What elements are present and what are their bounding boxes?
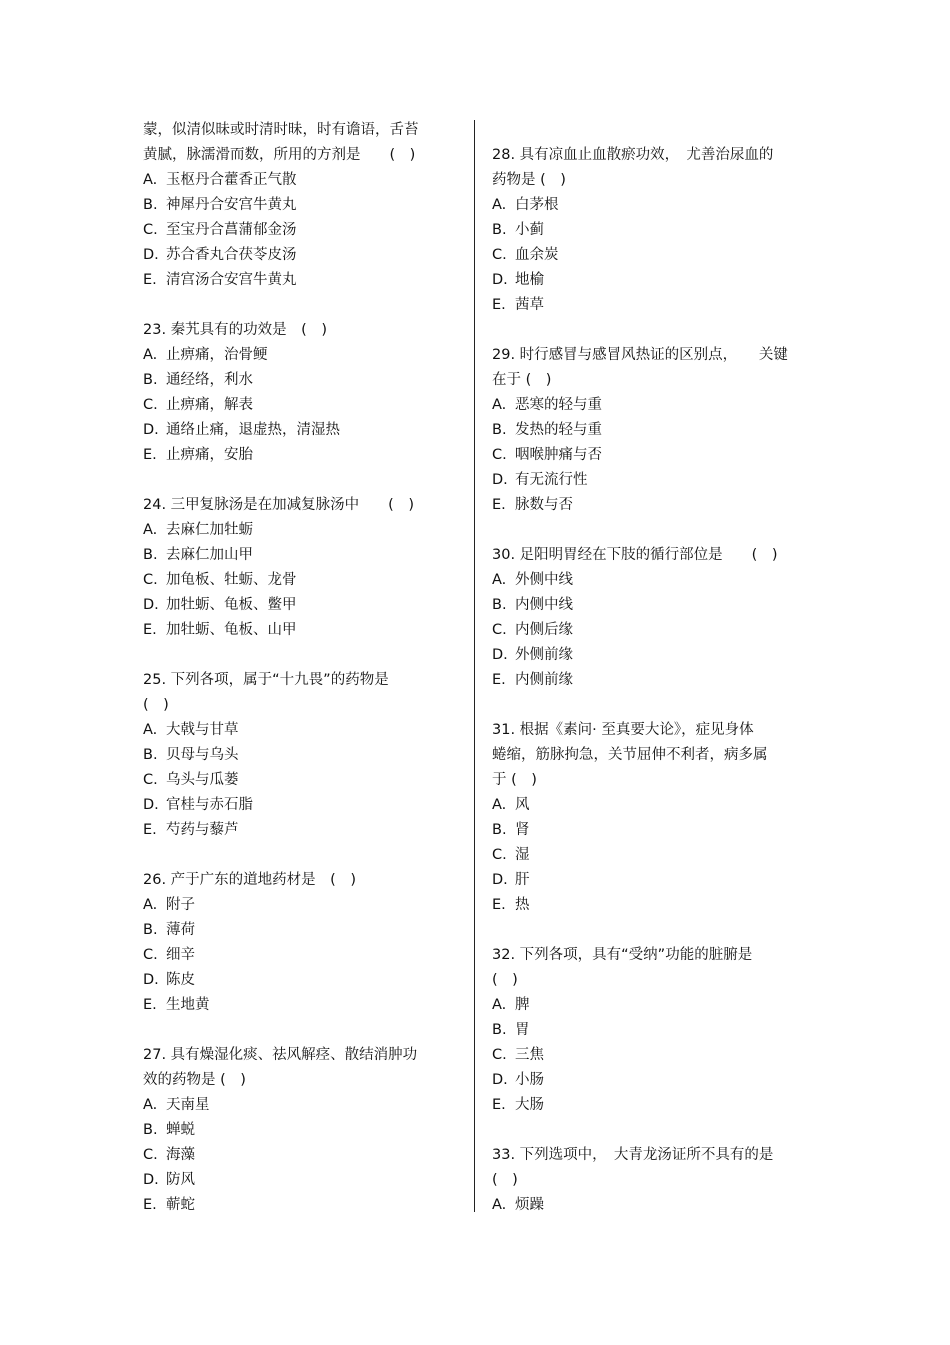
answer-option <box>143 893 443 918</box>
question-block <box>492 343 812 518</box>
option-text: 乌头与瓜蒌 <box>166 772 239 788</box>
question-block <box>143 318 443 468</box>
option-text: 咽喉肿痛与否 <box>515 447 602 463</box>
answer-option <box>492 818 812 843</box>
option-text: 大戟与甘草 <box>166 722 239 738</box>
option-letter: E. <box>143 272 157 288</box>
question-text <box>492 118 812 143</box>
option-text: 烦躁 <box>515 1197 544 1213</box>
answer-option <box>143 393 443 418</box>
option-text: 神犀丹合安宫牛黄丸 <box>166 197 297 213</box>
option-text: 胃 <box>515 1022 530 1038</box>
option-text: 外侧中线 <box>515 572 573 588</box>
answer-option <box>492 893 812 918</box>
question-text: 26. 产于广东的道地药材是 ( ) <box>143 872 356 888</box>
question-text: 29. 时行感冒与感冒风热证的区别点， 关键 <box>492 347 788 363</box>
answer-option <box>143 793 443 818</box>
option-text: 贝母与乌头 <box>166 747 239 763</box>
question-text: 31. 根据《素问· 至真要大论》，症见身体 <box>492 722 754 738</box>
spacer <box>143 293 443 318</box>
option-text: 肝 <box>515 872 530 888</box>
option-text: 清宫汤合安宫牛黄丸 <box>166 272 297 288</box>
question-text: 28. 具有凉血止血散瘀功效， 尤善治尿血的 <box>492 147 774 163</box>
answer-option <box>492 243 812 268</box>
answer-option <box>492 443 812 468</box>
spacer <box>492 318 812 343</box>
answer-option <box>143 943 443 968</box>
answer-option <box>492 593 812 618</box>
option-letter: C. <box>143 222 158 238</box>
option-letter: A. <box>143 522 158 538</box>
question-text: ( ) <box>143 697 169 713</box>
option-text: 附子 <box>166 897 195 913</box>
answer-option <box>143 218 443 243</box>
option-text: 肾 <box>515 822 530 838</box>
option-letter: A. <box>143 1097 158 1113</box>
option-letter: A. <box>492 397 507 413</box>
option-letter: D. <box>492 872 508 888</box>
option-letter: D. <box>143 247 159 263</box>
answer-option <box>143 243 443 268</box>
option-letter: E. <box>143 997 157 1013</box>
answer-option <box>143 818 443 843</box>
option-letter: E. <box>492 497 506 513</box>
option-letter: A. <box>492 197 507 213</box>
question-block <box>492 543 812 693</box>
answer-option <box>143 368 443 393</box>
option-letter: A. <box>492 1197 507 1213</box>
question-block <box>492 943 812 1118</box>
option-letter: B. <box>492 822 507 838</box>
answer-option <box>492 468 812 493</box>
option-letter: E. <box>492 1097 506 1113</box>
option-text: 通络止痛，退虚热，清湿热 <box>166 422 340 438</box>
option-text: 生地黄 <box>166 997 210 1013</box>
option-text: 风 <box>515 797 530 813</box>
column-divider <box>474 120 475 1212</box>
answer-option <box>143 268 443 293</box>
option-letter: A. <box>492 797 507 813</box>
option-letter: C. <box>492 622 507 638</box>
option-text: 加龟板、牡蛎、龙骨 <box>166 572 297 588</box>
answer-option <box>492 418 812 443</box>
spacer <box>492 693 812 718</box>
answer-option <box>492 643 812 668</box>
option-letter: A. <box>492 572 507 588</box>
option-letter: A. <box>143 722 158 738</box>
option-text: 止痹痛，安胎 <box>166 447 253 463</box>
answer-option <box>492 793 812 818</box>
question-text: 23. 秦艽具有的功效是 ( ) <box>143 322 327 338</box>
answer-option <box>143 518 443 543</box>
option-text: 恶寒的轻与重 <box>515 397 602 413</box>
answer-option <box>143 918 443 943</box>
answer-option <box>143 1143 443 1168</box>
option-text: 热 <box>515 897 530 913</box>
question-text: 黄腻，脉濡滑而数，所用的方剂是 ( ) <box>143 147 416 163</box>
option-letter: A. <box>143 347 158 363</box>
answer-option <box>143 1093 443 1118</box>
answer-option <box>492 193 812 218</box>
option-letter: C. <box>492 1047 507 1063</box>
option-text: 止痹痛，治骨鲠 <box>166 347 268 363</box>
option-letter: E. <box>143 622 157 638</box>
option-text: 内侧后缘 <box>515 622 573 638</box>
option-letter: B. <box>143 547 158 563</box>
spacer <box>492 518 812 543</box>
option-letter: B. <box>143 747 158 763</box>
option-letter: B. <box>143 1122 158 1138</box>
answer-option <box>143 443 443 468</box>
option-letter: E. <box>143 1197 157 1213</box>
question-text: 25. 下列各项，属于“十九畏”的药物是 <box>143 672 389 688</box>
option-letter: B. <box>492 1022 507 1038</box>
answer-option <box>143 593 443 618</box>
option-letter: D. <box>143 597 159 613</box>
option-text: 玉枢丹合藿香正气散 <box>166 172 297 188</box>
question-text: 蜷缩，筋脉拘急，关节屈伸不利者，病多属 <box>492 747 768 763</box>
question-text: 24. 三甲复脉汤是在加减复脉汤中 ( ) <box>143 497 414 513</box>
answer-option <box>143 1118 443 1143</box>
option-letter: C. <box>492 847 507 863</box>
option-letter: B. <box>492 422 507 438</box>
option-text: 白茅根 <box>515 197 559 213</box>
option-text: 通经络，利水 <box>166 372 253 388</box>
answer-option <box>492 493 812 518</box>
option-text: 地榆 <box>515 272 544 288</box>
option-letter: E. <box>492 297 506 313</box>
answer-option <box>143 343 443 368</box>
option-text: 大肠 <box>515 1097 544 1113</box>
option-text: 蝉蜕 <box>166 1122 195 1138</box>
answer-option <box>492 868 812 893</box>
spacer <box>143 468 443 493</box>
answer-option <box>143 993 443 1018</box>
answer-option <box>143 1168 443 1193</box>
option-text: 内侧前缘 <box>515 672 573 688</box>
answer-option <box>492 618 812 643</box>
answer-option <box>143 168 443 193</box>
option-text: 去麻仁加山甲 <box>166 547 253 563</box>
answer-option <box>143 618 443 643</box>
option-letter: A. <box>143 897 158 913</box>
question-block <box>143 493 443 643</box>
answer-option <box>492 1193 812 1218</box>
right-column <box>492 118 812 1218</box>
option-text: 苏合香丸合茯苓皮汤 <box>166 247 297 263</box>
question-text: ( ) <box>492 972 518 988</box>
answer-option <box>143 543 443 568</box>
option-letter: C. <box>143 1147 158 1163</box>
option-text: 脾 <box>515 997 530 1013</box>
question-text: 32. 下列各项，具有“受纳”功能的脏腑是 <box>492 947 753 963</box>
option-text: 外侧前缘 <box>515 647 573 663</box>
option-text: 加牡蛎、龟板、山甲 <box>166 622 297 638</box>
option-text: 脉数与否 <box>515 497 573 513</box>
answer-option <box>492 1018 812 1043</box>
option-letter: B. <box>143 197 158 213</box>
spacer <box>492 1118 812 1143</box>
option-letter: D. <box>143 1172 159 1188</box>
option-text: 血余炭 <box>515 247 559 263</box>
question-text: 蒙，似清似昧或时清时昧，时有谵语，舌苔 <box>143 122 419 138</box>
option-text: 官桂与赤石脂 <box>166 797 253 813</box>
option-letter: C. <box>143 397 158 413</box>
option-letter: A. <box>492 997 507 1013</box>
option-text: 去麻仁加牡蛎 <box>166 522 253 538</box>
option-text: 三焦 <box>515 1047 544 1063</box>
option-letter: E. <box>143 447 157 463</box>
option-letter: B. <box>143 922 158 938</box>
option-letter: D. <box>143 972 159 988</box>
option-letter: B. <box>492 222 507 238</box>
option-text: 蕲蛇 <box>166 1197 195 1213</box>
question-text: 33. 下列选项中， 大青龙汤证所不具有的是 <box>492 1147 774 1163</box>
option-text: 有无流行性 <box>515 472 588 488</box>
answer-option <box>492 268 812 293</box>
answer-option <box>492 568 812 593</box>
answer-option <box>143 743 443 768</box>
option-text: 薄荷 <box>166 922 195 938</box>
question-block <box>143 1043 443 1218</box>
option-letter: D. <box>143 422 159 438</box>
answer-option <box>492 843 812 868</box>
question-text: 药物是 ( ) <box>492 172 566 188</box>
option-letter: D. <box>492 272 508 288</box>
option-letter: D. <box>143 797 159 813</box>
option-text: 小肠 <box>515 1072 544 1088</box>
answer-option <box>492 1068 812 1093</box>
option-text: 小蓟 <box>515 222 544 238</box>
answer-option <box>492 218 812 243</box>
question-text: 30. 足阳明胃经在下肢的循行部位是 ( ) <box>492 547 778 563</box>
option-text: 发热的轻与重 <box>515 422 602 438</box>
left-column <box>143 118 443 1218</box>
spacer <box>143 843 443 868</box>
option-letter: D. <box>492 472 508 488</box>
option-letter: B. <box>143 372 158 388</box>
answer-option <box>492 993 812 1018</box>
answer-option <box>143 1193 443 1218</box>
spacer <box>143 1018 443 1043</box>
question-block <box>143 118 443 293</box>
answer-option <box>492 393 812 418</box>
spacer <box>143 643 443 668</box>
answer-option <box>143 768 443 793</box>
option-text: 茜草 <box>515 297 544 313</box>
answer-option <box>143 418 443 443</box>
option-letter: C. <box>143 947 158 963</box>
question-block <box>492 118 812 318</box>
answer-option <box>143 568 443 593</box>
option-text: 湿 <box>515 847 530 863</box>
answer-option <box>143 718 443 743</box>
option-text: 防风 <box>166 1172 195 1188</box>
answer-option <box>492 668 812 693</box>
option-letter: D. <box>492 1072 508 1088</box>
option-text: 加牡蛎、龟板、鳖甲 <box>166 597 297 613</box>
option-letter: C. <box>492 247 507 263</box>
question-block <box>492 718 812 918</box>
question-block <box>143 668 443 843</box>
question-text: 于 ( ) <box>492 772 537 788</box>
option-letter: A. <box>143 172 158 188</box>
option-text: 天南星 <box>166 1097 210 1113</box>
option-letter: C. <box>492 447 507 463</box>
option-text: 陈皮 <box>166 972 195 988</box>
answer-option <box>492 1043 812 1068</box>
option-letter: C. <box>143 772 158 788</box>
option-text: 至宝丹合菖蒲郁金汤 <box>166 222 297 238</box>
option-letter: B. <box>492 597 507 613</box>
question-block <box>492 1143 812 1218</box>
option-text: 内侧中线 <box>515 597 573 613</box>
option-text: 海藻 <box>166 1147 195 1163</box>
option-letter: D. <box>492 647 508 663</box>
question-text: ( ) <box>492 1172 518 1188</box>
option-letter: E. <box>492 897 506 913</box>
spacer <box>492 918 812 943</box>
question-text: 在于 ( ) <box>492 372 552 388</box>
question-block <box>143 868 443 1018</box>
question-text: 27. 具有燥湿化痰、祛风解痉、散结消肿功 <box>143 1047 418 1063</box>
option-text: 细辛 <box>166 947 195 963</box>
answer-option <box>143 968 443 993</box>
option-letter: C. <box>143 572 158 588</box>
answer-option <box>143 193 443 218</box>
answer-option <box>492 1093 812 1118</box>
option-text: 止痹痛，解表 <box>166 397 253 413</box>
option-text: 芍药与藜芦 <box>166 822 239 838</box>
answer-option <box>492 293 812 318</box>
question-text: 效的药物是 ( ) <box>143 1072 246 1088</box>
option-letter: E. <box>143 822 157 838</box>
option-letter: E. <box>492 672 506 688</box>
